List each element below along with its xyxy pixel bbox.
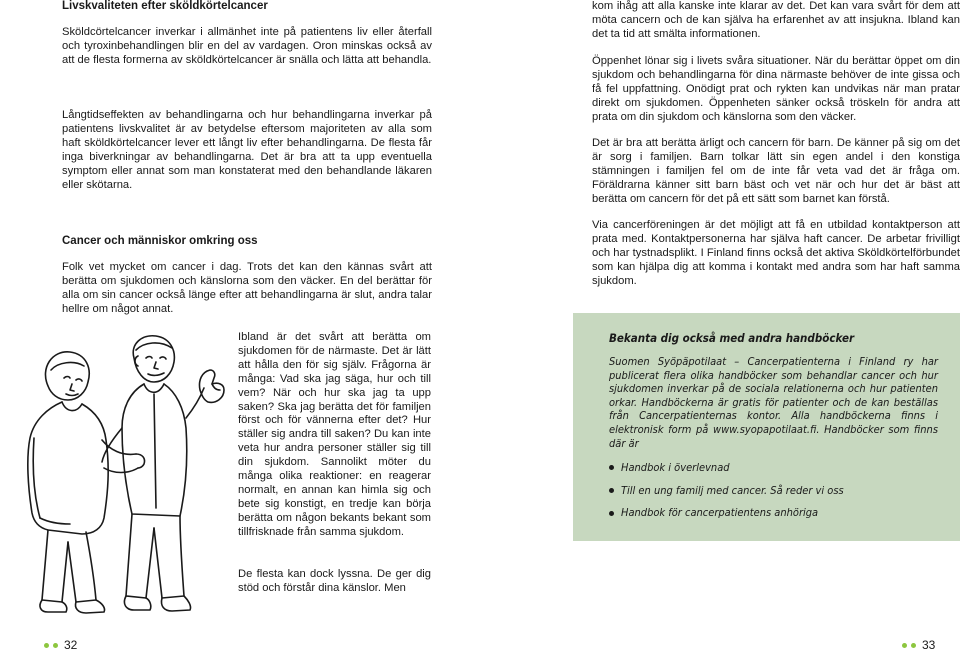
- info-box-heading: Bekanta dig också med andra handböcker: [609, 331, 855, 345]
- info-box-body: Suomen Syöpäpotilaat – Cancerpatienterna i Finland ry har publicerat flera olika handböcker som behandlar cancer och hur sjukdomen inverkar på de sociala relationerna och hur patienten orkar. Handböckerna är gratis för patienter och de kan beställas från Cancerpatienternas kontor. Alla handböckerna finns i elektronisk form på www.syopapotilaat.fi. Handböcker som finns där är: [609, 355, 938, 450]
- bullet-icon: [609, 465, 614, 470]
- page-number-text: 33: [922, 638, 936, 652]
- list-item-label: Handbok för cancerpatientens anhöriga: [621, 506, 819, 520]
- paragraph: Öppenhet lönar sig i livets svåra situationer. När du berättar öppet om din sjukdom och behandlingarna för dina närmaste behöver de inte gissa och få fel uppfattning. Onödigt prat och rykten kan undvikas när man pratar direkt om sjukdomen. Öppenheten sänker också tröskeln för andra att prata om din sjukdom och känslorna som den väcker.: [592, 55, 960, 123]
- handbooks-info-box: [573, 313, 960, 541]
- paragraph: De flesta kan dock lyssna. De ger dig stöd och förstår dina känslor. Men: [238, 568, 431, 594]
- list-item: [609, 484, 938, 498]
- page-number-left: [42, 638, 77, 652]
- bullet-icon: [609, 511, 614, 516]
- page-number-text: 32: [64, 638, 78, 652]
- paragraph: Ibland är det svårt att berätta om sjukdomen för de närmaste. Det är lätt att hålla den för sig själv. Frågorna är många: Vad ska jag säga, hur och till vem? När och hur ska jag ta upp saken? Ska jag berätta det för familjen först och för vännerna efter det? Hur ställer sig andra till saken? Du kan inte veta hur andra personer ställer sig till din sjukdom. Sannolikt möter du många olika reaktioner: en reagerar normalt, en annan kan himla sig och bete sig konstigt, en tredje kan börja berätta om någon bekants bekant som tillfrisknade från samma sjukdom.: [238, 331, 431, 538]
- paragraph: Via cancerföreningen är det möjligt att få en utbildad kontaktperson att prata med. Kontaktpersonerna har själva haft cancer. De arbetar frivilligt och har tystnadsplikt. I Finland finns också det aktiva Sköldkörtelförbundet som kan hjälpa dig att komma i kontakt med andra som har haft samma sjukdom.: [592, 219, 960, 287]
- list-item-label: Till en ung familj med cancer. Så reder vi oss: [621, 483, 844, 497]
- paragraph: Sköldcörtelcancer inverkar i allmänhet inte på patientens liv eller återfall och tyroxinbehandlingen blir en del av vardagen. Oron minskas också av att de flesta formerna av sköldkörtelcancer är snälla och lätta att behandla.: [62, 26, 432, 66]
- bullet-icon: [609, 488, 614, 493]
- list-item: [609, 506, 938, 520]
- green-dots-icon: [900, 643, 918, 648]
- paragraph: Det är bra att berätta ärligt och cancern för barn. De känner på sig om det är sorg i familjen. Barn tolkar lätt sin egen andel i den konstiga stämningen i familjen fel om de inte får veta vad det är fråga om. Föräldrarna känner sitt barn bäst och vet när och hur det är bäst att berätta om cancern för det på ett sätt som barnet kan förstå.: [592, 137, 960, 205]
- list-item-label: Handbok i överlevnad: [621, 461, 730, 475]
- green-dots-icon: [42, 643, 60, 648]
- paragraph: kom ihåg att alla kanske inte klarar av det. Det kan vara svårt för dem att möta cancern och de kan själva ha erfarenhet av att insjukna. Ibland kan det ta tid att smälta informationen.: [592, 0, 960, 40]
- paragraph: Långtidseffekten av behandlingarna och hur behandlingarna inverkar på patientens livskvalitet är av betydelse eftersom majoriteten av alla som haft sköldkörtelcancer lever ett långt liv efter behandlingarna. De flesta får inga biverkningar av behandlingarna. Det är bra att ta upp eventuella symptom eller annat som man konstaterat med den behandlande läkaren eller skötarna.: [62, 109, 432, 191]
- section-heading-quality-of-life: Livskvaliteten efter sköldkörtelcancer: [62, 0, 268, 12]
- paragraph: Folk vet mycket om cancer i dag. Trots det kan den kännas svårt att berätta om sjukdomen och känslorna som den väcker. En del berättar för alla om sin cancer också länge efter att behandlingarna är slut, andra talar hellre om något annat.: [62, 261, 432, 315]
- list-item: [609, 461, 938, 475]
- section-heading-cancer-and-people: Cancer och människor omkring oss: [62, 235, 258, 247]
- two-men-talking-illustration: [18, 328, 230, 623]
- page-number-right: [900, 638, 935, 652]
